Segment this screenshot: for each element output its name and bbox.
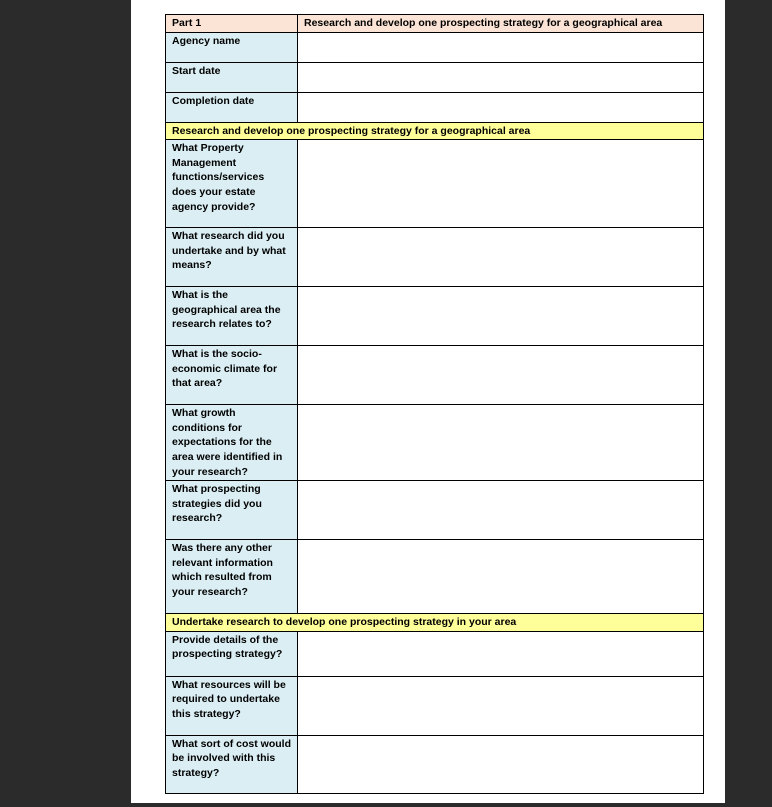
question-row [166, 540, 704, 614]
completion-date-label: Completion date [166, 92, 298, 122]
agency-name-field[interactable] [298, 32, 704, 62]
question-row [166, 346, 704, 405]
question-label: What growth conditions for expectations for the area were identified in your research? [166, 405, 298, 481]
question-label: What prospecting strategies did you research? [166, 481, 298, 540]
question-row [166, 631, 704, 676]
answer-field[interactable] [298, 735, 704, 793]
answer-field[interactable] [298, 287, 704, 346]
question-label: What Property Management functions/services does your estate agency provide? [166, 140, 298, 228]
section2-title: Undertake research to develop one prospecting strategy in your area [166, 614, 704, 632]
question-label: What is the socio-economic climate for that area? [166, 346, 298, 405]
start-date-label: Start date [166, 62, 298, 92]
question-row [166, 228, 704, 287]
answer-field[interactable] [298, 228, 704, 287]
question-row [166, 287, 704, 346]
question-label: What resources will be required to undertake this strategy? [166, 676, 298, 735]
answer-field[interactable] [298, 346, 704, 405]
section1-title: Research and develop one prospecting strategy for a geographical area [166, 122, 704, 140]
assessment-form-table [165, 14, 704, 794]
part-title: Research and develop one prospecting strategy for a geographical area [298, 15, 704, 33]
start-date-field[interactable] [298, 62, 704, 92]
detail-row [166, 32, 704, 62]
answer-field[interactable] [298, 540, 704, 614]
answer-field[interactable] [298, 405, 704, 481]
question-row [166, 735, 704, 793]
question-row [166, 140, 704, 228]
header-row [166, 15, 704, 33]
question-label: What research did you undertake and by what means? [166, 228, 298, 287]
answer-field[interactable] [298, 140, 704, 228]
section-header-row [166, 122, 704, 140]
answer-field[interactable] [298, 676, 704, 735]
answer-field[interactable] [298, 481, 704, 540]
question-label: What is the geographical area the research relates to? [166, 287, 298, 346]
agency-name-label: Agency name [166, 32, 298, 62]
completion-date-field[interactable] [298, 92, 704, 122]
document-page [131, 0, 725, 803]
question-label: Was there any other relevant information which resulted from your research? [166, 540, 298, 614]
section-header-row [166, 614, 704, 632]
question-label: What sort of cost would be involved with this strategy? [166, 735, 298, 793]
answer-field[interactable] [298, 631, 704, 676]
detail-row [166, 62, 704, 92]
part-label: Part 1 [166, 15, 298, 33]
question-row [166, 676, 704, 735]
detail-row [166, 92, 704, 122]
question-row [166, 405, 704, 481]
question-label: Provide details of the prospecting strategy? [166, 631, 298, 676]
question-row [166, 481, 704, 540]
